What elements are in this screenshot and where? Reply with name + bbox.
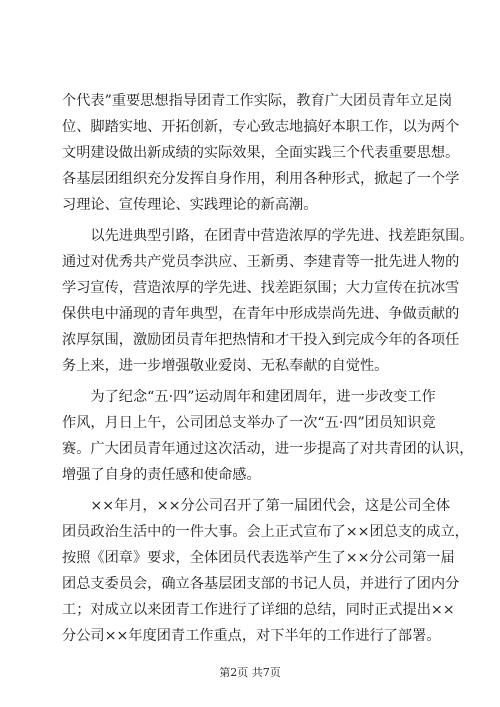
document-body [62, 88, 474, 654]
paragraph-4 [62, 493, 469, 649]
text-line: 文明建设做出新成绩的实际效果，全面实践三个代表重要思想。 [62, 145, 460, 161]
text-line: 分公司××年度团青工作重点，对下半年的工作进行了部署。 [62, 628, 441, 644]
text-line: 各基层团组织充分发挥自身作用，利用各种形式，掀起了一个学 [62, 171, 460, 187]
text-line: 赛。广大团员青年通过这次活动，进一步提高了对共青团的认识， [62, 441, 474, 457]
text-line: 浓厚氛围，激励团员青年把热情和才干投入到完成今年的各项任 [62, 332, 460, 348]
text-line: 以先进典型引路，在团青中营造浓厚的学先进、找差距氛围。 [62, 228, 474, 244]
text-line: 学习宣传，营造浓厚的学先进、找差距氛围；大力宣传在抗冰雪 [62, 280, 460, 296]
text-line: 习理论、宣传理论、实践理论的新高潮。 [62, 197, 318, 213]
text-line: 团总支委员会，确立各基层团支部的书记人员，并进行了团内分 [62, 576, 460, 592]
text-line: 通过对优秀共产党员李洪应、王新勇、李建青等一批先进人物的 [62, 254, 460, 270]
text-line: 个代表”重要思想指导团青工作实际，教育广大团员青年立足岗 [62, 93, 453, 109]
text-line: 工；对成立以来团青工作进行了详细的总结，同时正式提出×× [62, 602, 455, 618]
text-line: 作风，月日上午，公司团总支举办了一次“五·四”团员知识竞 [62, 415, 436, 431]
text-line: 务上来，进一步增强敬业爱岗、无私奉献的自觉性。 [62, 358, 389, 374]
text-line: 团员政治生活中的一件大事。会上正式宣布了××团总支的成立， [62, 524, 469, 540]
text-line: 按照《团章》要求，全体团员代表选举产生了××分公司第一届 [62, 550, 455, 566]
text-line: 位、脚踏实地、开拓创新，专心致志地搞好本职工作，以为两个 [62, 119, 460, 135]
text-line: 为了纪念“五·四”运动周年和建团周年，进一步改变工作 [62, 389, 436, 405]
text-line: 保供电中涌现的青年典型，在青年中形成崇尚先进、争做贡献的 [62, 306, 460, 322]
text-line: ××年月，××分公司召开了第一届团代会，这是公司全体 [62, 498, 451, 514]
paragraph-2 [62, 223, 474, 379]
text-line: 增强了自身的责任感和使命感。 [62, 467, 261, 483]
paragraph-3 [62, 384, 474, 488]
page-number-footer: 第2页 共7页 [219, 666, 281, 679]
paragraph-1 [62, 88, 460, 218]
